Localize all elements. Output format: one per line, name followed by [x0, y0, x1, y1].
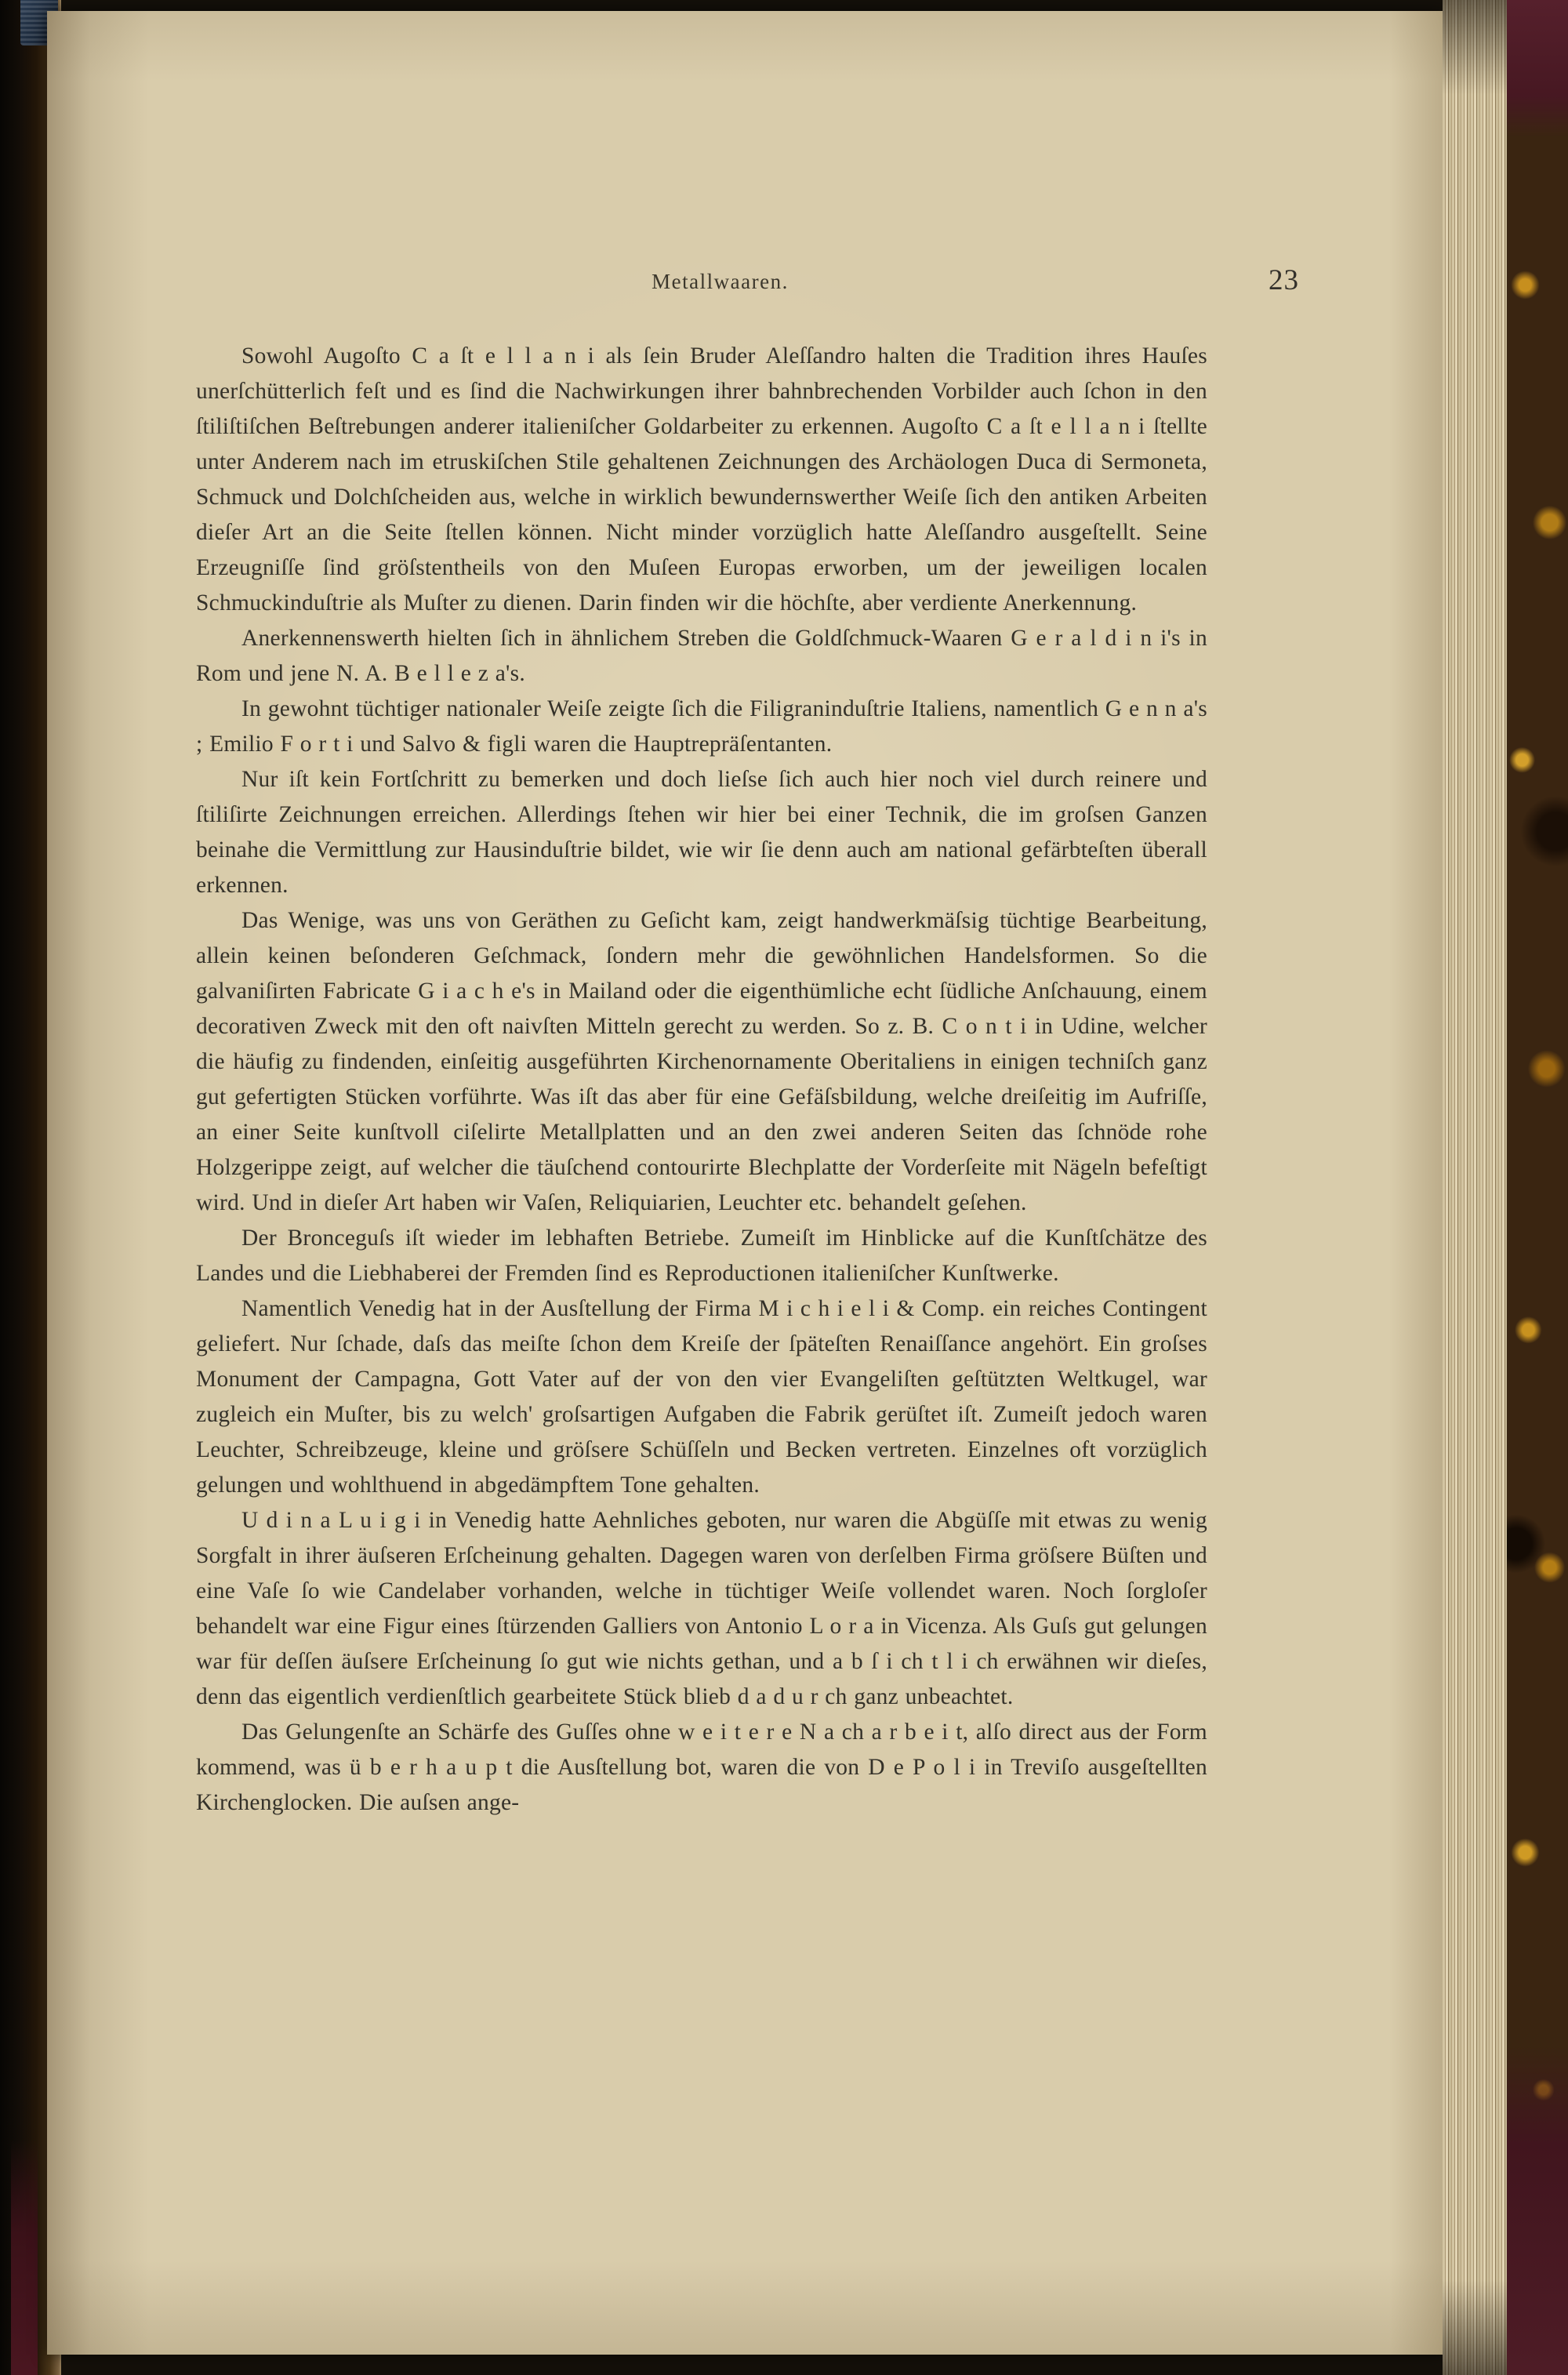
stacked-page-edges	[1443, 0, 1508, 2375]
binding-red-corner	[11, 2140, 38, 2375]
paragraph: Der Bronceguſs iſt wieder im lebhaften Betriebe. Zumeiſt im Hinblicke auf die Kunſtſchätze des Landes und die Liebhaberei der Fremden ſind es Reproductionen italieniſcher Kunſtwerke.	[196, 1226, 1207, 1286]
paragraph: Sowohl Augoſto C a ſt e l l a n i als ſein Bruder Aleſſandro halten die Tradition ihres Hauſes unerſchütterlich feſt und es ſind die Nachwirkungen ihrer bahnbrechenden Vorbilder auch ſchon in den ſtiliſtiſchen Beſtrebungen anderer italieniſcher Goldarbeiter zu erkennen. Augoſto C a ſt e l l a n i ſtellte unter Anderem nach im etruskiſchen Stile gehaltenen Zeichnungen des Archäologen Duca di Sermoneta, Schmuck und Dolchſcheiden aus, welche in wirklich bewundernswerther Weiſe ſich den antiken Arbeiten dieſer Art an die Seite ſtellen können. Nicht minder vorzüglich hatte Aleſſandro ausgeſtellt. Seine Erzeugniſſe ſind gröſstentheils von den Muſeen Europas erworben, um der jeweiligen localen Schmuckinduſtrie als Muſter zu dienen. Darin finden wir die höchſte, aber verdiente Anerkennung.	[196, 343, 1207, 616]
book-page	[47, 11, 1444, 2355]
marbled-cover-board	[1507, 0, 1568, 2375]
paragraph: In gewohnt tüchtiger nationaler Weiſe zeigte ſich die Filigraninduſtrie Italiens, namentlich G e n n a's ; Emilio F o r t i und Salvo & figli waren die Hauptrepräſentanten.	[196, 696, 1207, 757]
page-number: 23	[1269, 264, 1299, 296]
cover-corner-bottom	[1507, 2046, 1568, 2375]
page-header	[196, 264, 1299, 309]
paragraph: Das Wenige, was uns von Geräthen zu Geſicht kam, zeigt handwerkmäſsig tüchtige Bearbeitung, allein keinen beſonderen Geſchmack, ſondern mehr die gewöhnlichen Handelsformen. So die galvaniſirten Fabricate G i a c h e's in Mailand oder die eigenthümliche echt ſüdliche Anſchauung, einem decorativen Zweck mit den oft naivſten Mitteln gerecht zu werden. So z. B. C o n t i in Udine, welcher die häufig zu findenden, einſeitig ausgeführten Kirchenornamente Oberitaliens in einigen techniſch ganz gut gefertigten Stücken vorführte. Was iſt das aber für eine Gefäſsbildung, welche dreiſeitig im Aufriſſe, an einer Seite kunſtvoll ciſelirte Metallplatten und an den zwei anderen Seiten das ſchnöde rohe Holzgerippe zeigt, auf welcher die täuſchend contourirte Blechplatte der Vorderſeite mit Nägeln befeſtigt wird. Und in dieſer Art haben wir Vaſen, Reliquiarien, Leuchter etc. behandelt geſehen.	[196, 908, 1207, 1215]
cover-corner-top	[1507, 0, 1568, 137]
paragraph: U d i n a L u i g i in Venedig hatte Aehnliches geboten, nur waren die Abgüſſe mit etwas zu wenig Sorgfalt in ihrer äuſseren Erſcheinung gehalten. Dagegen waren von derſelben Firma gröſsere Büſten und eine Vaſe ſo wie Candelaber vorhanden, welche in tüchtiger Weiſe vollendet waren. Noch ſorgloſer behandelt war eine Figur eines ſtürzenden Galliers von Antonio L o r a in Vicenza. Als Guſs gut gelungen war für deſſen äuſsere Erſcheinung ſo gut wie nichts gethan, und a b ſ i ch t l i ch erwähnen wir dieſes, denn das eigentlich verdienſtlich gearbeitete Stück blieb d a d u r ch ganz unbeachtet.	[196, 1508, 1207, 1709]
paragraph: Das Gelungenſte an Schärfe des Guſſes ohne w e i t e r e N a ch a r b e i t, alſo direct aus der Form kommend, was ü b e r h a u p t die Ausſtellung bot, waren die von D e P o l i in Treviſo ausgeſtellten Kirchenglocken. Die auſsen ange-	[196, 1720, 1207, 1815]
paragraph: Nur iſt kein Fortſchritt zu bemerken und doch lieſse ſich auch hier noch viel durch reinere und ſtiliſirte Zeichnungen erreichen. Allerdings ſtehen wir hier bei einer Technik, die im groſsen Ganzen beinahe die Vermittlung zur Hausinduſtrie bildet, wie wir ſie denn auch am national gefärbteſten überall erkennen.	[196, 767, 1207, 898]
paragraph: Anerkennenswerth hielten ſich in ähnlichem Streben die Goldſchmuck-Waaren G e r a l d i n i's in Rom und jene N. A. B e l l e z a's.	[196, 626, 1207, 686]
running-head: Metallwaaren.	[652, 270, 789, 293]
paragraph: Namentlich Venedig hat in der Ausſtellung der Firma M i c h i e l i & Comp. ein reiches Contingent geliefert. Nur ſchade, daſs das meiſte ſchon dem Kreiſe der ſpäteſten Renaiſſance angehört. Ein groſses Monument der Campagna, Gott Vater auf der von den vier Evangeliſten geſtützten Weltkugel, war zugleich ein Muſter, bis zu welch' groſsartigen Aufgaben die Fabrik gerüſtet iſt. Zumeiſt jedoch waren Leuchter, Schreibzeuge, kleine und gröſsere Schüſſeln und Becken vertreten. Einzelnes oft vorzüglich gelungen und wohlthuend in abgedämpftem Tone gehalten.	[196, 1296, 1207, 1498]
body-text	[196, 339, 1207, 1821]
